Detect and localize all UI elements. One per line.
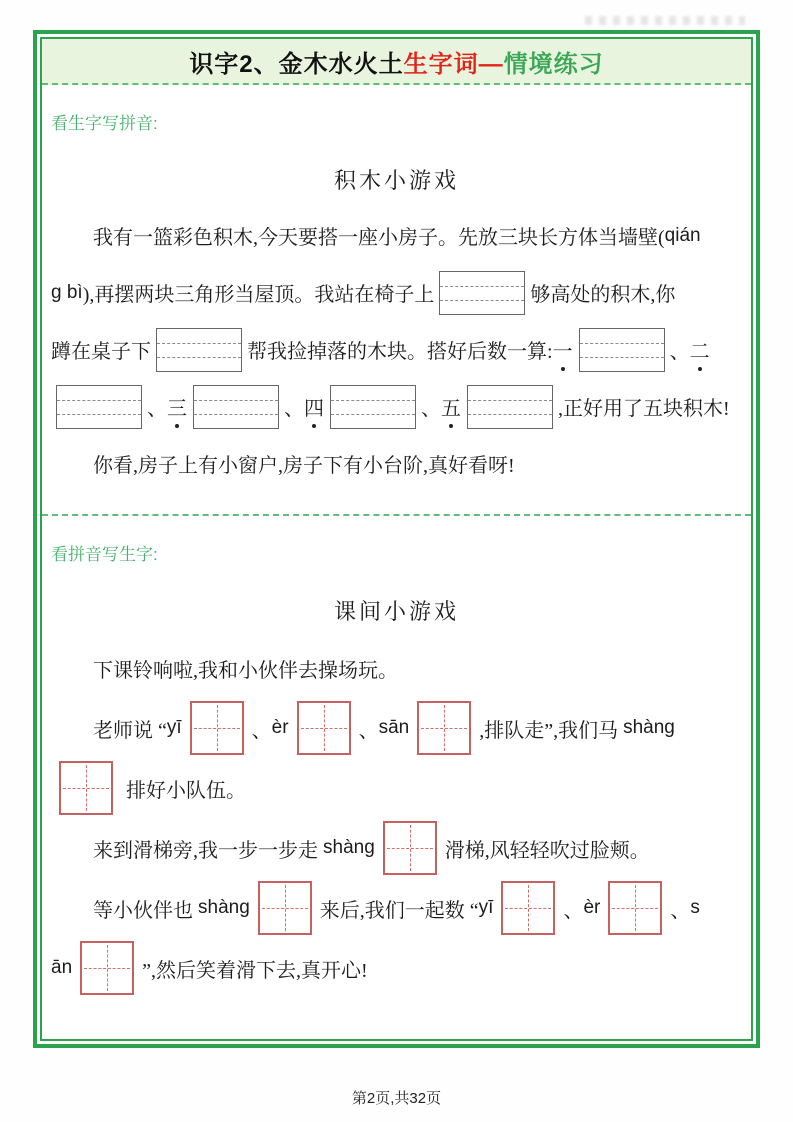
- pinyin-box-guide-line: [331, 414, 415, 415]
- character-writing-box[interactable]: [608, 881, 662, 935]
- text-run: 、: [251, 719, 272, 742]
- pinyin-writing-box[interactable]: [193, 385, 279, 429]
- pinyin-run: sān: [378, 717, 410, 738]
- pinyin-box-guide-line: [57, 400, 141, 401]
- pinyin-box-guide-line: [468, 400, 552, 401]
- pinyin-box-guide-line: [157, 343, 241, 344]
- pinyin-box-guide-line: [331, 400, 415, 401]
- header-title-type: 情境练习: [503, 50, 604, 78]
- text-run: 你看,房子上有小窗户,房子下有小台阶,真好看呀!: [93, 455, 515, 477]
- pinyin-writing-box[interactable]: [467, 385, 553, 429]
- pinyin-writing-box[interactable]: [330, 385, 416, 429]
- worksheet-header: [42, 39, 751, 85]
- text-run: 我有一篮彩色积木,今天要搭一座小房子。先放三块长方体当墙壁(: [93, 227, 665, 249]
- section-separator: [42, 514, 751, 516]
- text-line: [51, 264, 742, 321]
- text-run: ,正好用了五块积木!: [558, 398, 730, 420]
- text-line: [51, 207, 742, 264]
- text-line: [51, 758, 742, 818]
- character-writing-box[interactable]: [297, 701, 351, 755]
- page-number: 第2页,共32页: [351, 1090, 442, 1107]
- emphasized-character: 三: [167, 392, 187, 421]
- pinyin-run: qián: [664, 224, 701, 246]
- worksheet-body: [42, 109, 751, 998]
- section-label: 看生字写拼音:: [51, 114, 158, 133]
- text-run: 帮我捡掉落的木块。搭好后数一算:: [247, 341, 553, 363]
- text-run: 来后,我们一起数 “: [319, 899, 479, 922]
- text-run: ,排队走”,我们马: [479, 719, 624, 742]
- text-run: ”,然后笑着滑下去,真开心!: [142, 959, 368, 982]
- text-run: 、: [669, 341, 690, 363]
- character-box-guide-line: [107, 945, 108, 991]
- text-run: 滑梯,风轻轻吹过脸颊。: [444, 839, 650, 862]
- character-writing-box[interactable]: [80, 941, 134, 995]
- emphasized-character: 四: [304, 392, 324, 421]
- character-writing-box[interactable]: [383, 821, 437, 875]
- pinyin-run: s: [690, 897, 700, 918]
- pinyin-writing-box[interactable]: [579, 328, 665, 372]
- pinyin-box-guide-line: [194, 400, 278, 401]
- text-run: 下课铃响啦,我和小伙伴去操场玩。: [93, 659, 398, 682]
- character-writing-box[interactable]: [190, 701, 244, 755]
- text-run: 够高处的积木,你: [530, 284, 676, 306]
- pinyin-run: shàng: [623, 717, 675, 738]
- text-run: 、: [358, 719, 379, 742]
- blurred-watermark: [585, 16, 745, 25]
- character-writing-box[interactable]: [258, 881, 312, 935]
- pinyin-run: èr: [271, 717, 289, 738]
- pinyin-box-guide-line: [580, 357, 664, 358]
- worksheet-frame: [33, 30, 760, 1048]
- text-run: 、: [670, 899, 691, 922]
- pinyin-writing-box[interactable]: [156, 328, 242, 372]
- pinyin-box-guide-line: [157, 357, 241, 358]
- passage-title: 积木小游戏: [333, 168, 459, 193]
- character-box-guide-line: [410, 825, 411, 871]
- emphasized-character: 五: [441, 392, 461, 421]
- emphasized-character: 一: [553, 335, 573, 364]
- pinyin-run: yī: [478, 897, 494, 918]
- pinyin-run: g bì: [51, 281, 83, 303]
- text-run: 等小伙伴也: [93, 899, 198, 922]
- character-writing-box[interactable]: [501, 881, 555, 935]
- header-title-lesson: 识字2、金木水火土: [189, 50, 404, 78]
- pinyin-box-guide-line: [194, 414, 278, 415]
- text-line: [51, 638, 742, 698]
- text-run: 、: [563, 899, 584, 922]
- text-run: ),再摆两块三角形当屋顶。我站在椅子上: [82, 284, 435, 306]
- character-box-guide-line: [285, 885, 286, 931]
- character-box-guide-line: [324, 705, 325, 751]
- pinyin-writing-box[interactable]: [56, 385, 142, 429]
- text-run: 老师说 “: [93, 719, 167, 742]
- pinyin-box-guide-line: [580, 343, 664, 344]
- text-run: 排好小队伍。: [121, 779, 246, 802]
- pinyin-run: èr: [583, 897, 601, 918]
- text-run: 、: [147, 398, 167, 420]
- pinyin-box-guide-line: [57, 414, 141, 415]
- pinyin-box-guide-line: [468, 414, 552, 415]
- text-run: 、: [421, 398, 441, 420]
- section-label: 看拼音写生字:: [51, 545, 158, 564]
- text-run: 蹲在桌子下: [51, 341, 151, 363]
- character-box-guide-line: [444, 705, 445, 751]
- emphasized-character: 二: [690, 335, 710, 364]
- text-line: [51, 435, 742, 492]
- pinyin-run: shàng: [198, 897, 250, 918]
- pinyin-box-guide-line: [440, 300, 524, 301]
- passage-title: 课间小游戏: [333, 599, 459, 624]
- text-line: [51, 938, 742, 998]
- text-run: 来到滑梯旁,我一步一步走: [93, 839, 323, 862]
- pinyin-run: ān: [51, 957, 73, 978]
- character-box-guide-line: [217, 705, 218, 751]
- text-line: [51, 698, 742, 758]
- pinyin-run: shàng: [323, 837, 375, 858]
- character-writing-box[interactable]: [417, 701, 471, 755]
- text-line: [51, 818, 742, 878]
- character-box-guide-line: [86, 765, 87, 811]
- text-line: [51, 321, 742, 378]
- text-line: [51, 878, 742, 938]
- character-box-guide-line: [528, 885, 529, 931]
- character-box-guide-line: [635, 885, 636, 931]
- pinyin-box-guide-line: [440, 286, 524, 287]
- pinyin-run: yī: [166, 717, 182, 738]
- text-run: 、: [284, 398, 304, 420]
- pinyin-writing-box[interactable]: [439, 271, 525, 315]
- header-title-topic: 生字词—: [403, 50, 504, 78]
- text-line: [51, 378, 742, 435]
- worksheet-frame-inner: [40, 37, 753, 1041]
- character-writing-box[interactable]: [59, 761, 113, 815]
